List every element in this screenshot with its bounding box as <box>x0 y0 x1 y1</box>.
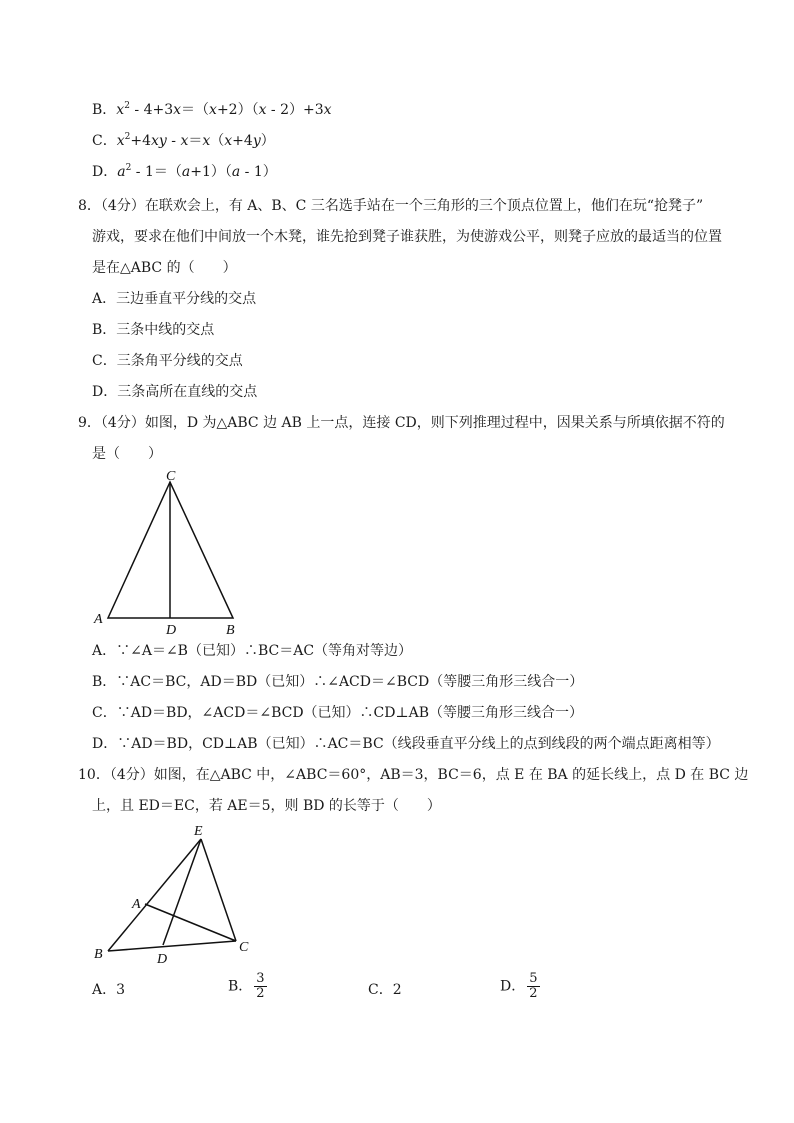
label-d: D <box>157 952 168 967</box>
q8-stem-line1: 8．（4分）在联欢会上，有 A、B、C 三名选手站在一个三角形的三个顶点位置上，他们在玩“抢凳子” <box>78 198 704 214</box>
q10-stem-line1: 10．（4分）如图，在△ABC 中，∠ABC＝60°，AB＝3，BC＝6，点 E 在 BA 的延长线上，点 D 在 BC 边 <box>78 767 749 783</box>
q9-option-a: A．∵∠A＝∠B（已知）∴BC＝AC（等角对等边） <box>92 643 413 659</box>
segment-ed <box>163 839 201 945</box>
fraction: $\frac{5}{2}$ <box>529 971 538 1001</box>
segment-be <box>108 839 201 951</box>
label-b: B <box>94 947 103 962</box>
q7-option-d: D．$a^2 - 1=(a+1)(a - 1)$ <box>92 163 277 180</box>
q8-option-d: D．三条高所在直线的交点 <box>92 384 258 400</box>
label-b: B <box>226 623 235 638</box>
q9-option-d: D．∵AD＝BD，CD⊥AB（已知）∴AC＝BC（线段垂直平分线上的点到线段的两个端点距离相等） <box>92 736 720 752</box>
q8-option-a: A．三边垂直平分线的交点 <box>92 291 257 307</box>
label-a: A <box>94 612 103 627</box>
fraction: $\frac{3}{2}$ <box>256 971 265 1001</box>
q7-option-b: B．$x^2 - 4+3x=(x+2)(x - 2)+3x$ <box>92 101 332 118</box>
q10-option-c: C．2 <box>368 982 402 998</box>
q9-option-c: C．∵AD＝BD，∠ACD＝∠BCD（已知）∴CD⊥AB（等腰三角形三线合一） <box>92 705 584 721</box>
q10-option-b: B． $\frac{3}{2}$ <box>228 971 265 1001</box>
q10-option-a: A．3 <box>92 982 126 998</box>
q8-option-b: B．三条中线的交点 <box>92 322 215 338</box>
q9-stem-line1: 9．（4分）如图，D 为△ABC 边 AB 上一点，连接 CD，则下列推理过程中，因果关系与所填依据不符的 <box>78 415 725 431</box>
q8-option-c: C．三条角平分线的交点 <box>92 353 243 369</box>
q9-triangle-figure <box>90 466 250 638</box>
q9-option-b: B．∵AC＝BC，AD＝BD（已知）∴∠ACD＝∠BCD（等腰三角形三线合一） <box>92 674 584 690</box>
label-a: A <box>132 897 141 912</box>
q9-stem-line2: 是（ ） <box>92 446 162 462</box>
q8-stem-line2: 游戏，要求在他们中间放一个木凳，谁先抢到凳子谁获胜，为使游戏公平，则凳子应放的最适当的位置 <box>92 229 722 245</box>
q10-option-d: D． $\frac{5}{2}$ <box>500 971 538 1001</box>
label-c: C <box>166 469 176 484</box>
q7-option-c: C．$x^2+4xy - x=x(x+4y)$ <box>92 132 275 149</box>
segment-ac <box>145 904 236 941</box>
q10-triangle-figure <box>90 820 260 968</box>
label-c: C <box>239 940 249 955</box>
q10-stem-line2: 上，且 ED＝EC，若 AE＝5，则 BD 的长等于（ ） <box>92 798 441 814</box>
label-d: D <box>166 623 177 638</box>
q8-stem-line3: 是在△ABC 的（ ） <box>92 260 237 276</box>
segment-ec <box>201 839 236 941</box>
label-e: E <box>194 824 203 839</box>
segment-bc <box>108 941 236 951</box>
